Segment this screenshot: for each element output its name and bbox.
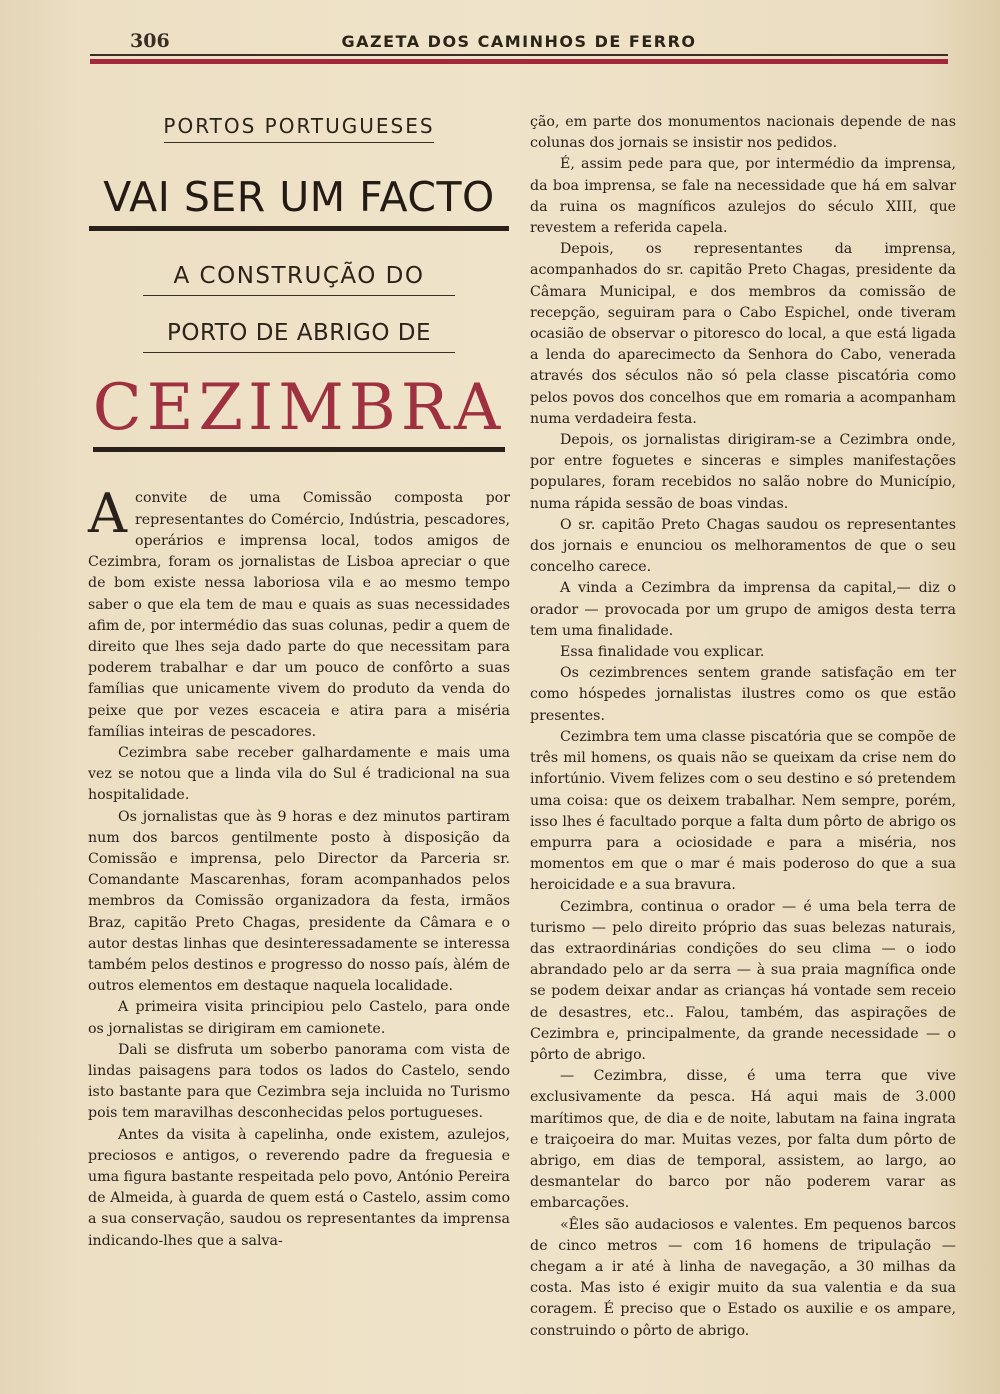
- paragraph: Depois, os jornalistas dirigiram-se a Cezimbra onde, por entre foguetes e sinceras e simples manifestações populares, foram recebidos no salão nobre do Município, numa rápida sessão de boas vindas.: [530, 432, 956, 512]
- paragraph: Depois, os representantes da imprensa, acompanhados do sr. capitão Preto Chagas, presidente da Câmara Municipal, e dos membros da comissão de recepção, seguiram para o Cabo Espichel, onde tiveram ocasião de observar o pitoresco do local, a que está ligada a lenda do aparecimecto da Senhora do Cabo, venerada através dos séculos não só pela classe piscatória como pelos povos dos concelhos que em romaria a acompanham numa verdadeira festa.: [530, 241, 956, 427]
- right-column: [530, 112, 956, 1342]
- paragraph: Os cezimbrences sentem grande satisfação em ter como hóspedes jornalistas ilustres como os que estão presentes.: [530, 665, 956, 724]
- subhead-rule: [143, 295, 455, 296]
- header-rule: [90, 54, 948, 56]
- paragraph: Cezimbra tem uma classe piscatória que se compõe de três mil homens, os quais não se queixam da crise nem do infortúnio. Vivem felizes com o seu destino e só pretendem uma coisa: que os deixem trabalhar. Nem sempre, porém, isso lhes é facultado porque a falta dum pôrto de abrigo os empurra para a ociosidade e para a miséria, nos momentos em que o mar é mais poderoso do que a sua heroicidade e a sua bravura.: [530, 728, 956, 894]
- subhead-line-1: A CONSTRUÇÃO DO: [173, 263, 425, 290]
- paragraph: «Êles são audaciosos e valentes. Em pequenos barcos de cinco metros — com 16 homens de tripulação — chegam a ir até à linha de navegação, a 30 milhas da costa. Mas isto é exigir muito da sua valentia e da sua coragem. É preciso que o Estado os auxilie e os ampare, construindo o pôrto de abrigo.: [530, 1216, 956, 1339]
- paragraph: Cezimbra sabe receber galhardamente e mais uma vez se notou que a linda vila do Sul é tradicional na sua hospitalidade.: [88, 744, 510, 804]
- kicker-rule: [164, 142, 434, 143]
- page-header: [90, 30, 948, 54]
- paragraph-continuation: ção, em parte dos monumentos nacionais depende de nas colunas dos jornais se insistir nos pedidos.: [530, 114, 956, 152]
- paragraph: Essa finalidade vou explicar.: [560, 644, 765, 661]
- page-number: 306: [130, 30, 170, 52]
- paragraph: Dali se disfruta um soberbo panorama com vista de lindas paisagens para todos os lados do Castelo, sendo isto bastante para que Cezimbra seja incluida no Turismo pois tem maravilhas desconhecidas pelos portugueses.: [88, 1041, 510, 1122]
- paragraph: A vinda a Cezimbra da imprensa da capital,— diz o orador — provocada por um grupo de amigos desta terra tem uma finalidade.: [530, 580, 956, 639]
- paragraph: Cezimbra, continua o orador — é uma bela terra de turismo — pelo direito próprio das suas belezas naturais, das extraordinárias condições do seu clima — o iodo abrandado pelo ar da serra — à sua praia magnífica onde se podem deixar andar as crianças há vontade sem receio de desastres, etc.. Falou, também, das aspirações de Cezimbra e, principalmente, da grande necessidade — o pôrto de abrigo.: [530, 898, 956, 1063]
- drop-cap: A: [88, 482, 127, 546]
- subhead-line-2: PORTO DE ABRIGO DE: [166, 320, 432, 347]
- place-title: CEZIMBRA: [92, 371, 506, 446]
- article-headline: VAI SER UM FACTO: [103, 173, 495, 221]
- paragraph: A primeira visita principiou pelo Castelo, para onde os jornalistas se dirigiram em camionete.: [88, 999, 510, 1037]
- header-red-band: [90, 59, 948, 64]
- paragraph: É, assim pede para que, por intermédio da imprensa, da boa imprensa, se fale na necessidade que há em salvar da ruina os magníficos azulejos do século XIII, que revestem a referida capela.: [530, 156, 956, 237]
- subhead-rule-2: [143, 352, 455, 353]
- headline-rule: [89, 226, 509, 231]
- left-body-text: [88, 482, 510, 1251]
- paragraph: Aconvite de uma Comissão composta por representantes do Comércio, Indústria, pescadores, operários e imprensa local, todos amigos de Cezimbra, foram os jornalistas de Lisboa apreciar o que de bom existe nessa laboriosa vila e ao mesmo tempo saber o que ela tem de mau e quais as suas necessidades afim de, por intermédio das suas colunas, pedir a quem de direito que lhes seja dado parte do que necessitam para poderem trabalhar e dar um pouco de confôrto a suas famílias que unicamente vivem do produto da venda do peixe que por vezes escaceia e atira para a miséria famílias inteiras de pescadores.: [88, 482, 510, 740]
- paragraph: Os jornalistas que às 9 horas e dez minutos partiram num dos barcos gentilmente posto à disposição da Comissão e imprensa, pelo Director da Parceria sr. Comandante Mascarenhas, foram acompanhados pelos membros da Comissão organizadora da festa, irmãos Braz, capitão Preto Chagas, presidente da Câmara e o autor destas linhas que desinteressadamente se interessa também pelos destinos e progresso do nosso país, àlém de outros elementos em destaque naquela localidade.: [88, 808, 510, 995]
- paragraph: — Cezimbra, disse, é uma terra que vive exclusivamente da pesca. Há aqui mais de 3.000 marítimos que, de dia e de noite, labutam na faina ingrata e traiçoeira do mar. Muitas vezes, por falta dum pôrto de abrigo, em dias de temporal, assistem, ao largo, ao desmantelar do barco por não poderem varar as embarcações.: [530, 1068, 956, 1212]
- place-title-rule: [93, 447, 505, 452]
- left-column: [88, 100, 510, 1252]
- publication-title: GAZETA DOS CAMINHOS DE FERRO: [341, 32, 697, 51]
- article-kicker: PORTOS PORTUGUESES: [163, 114, 435, 138]
- paragraph: Antes da visita à capelinha, onde existem, azulejos, preciosos e antigos, o reverendo padre da freguesia e uma figura bastante respeitada pelo povo, António Pereira de Almeida, à guarda de quem está o Castelo, assim como a sua conservação, saudou os representantes da imprensa indicando-lhes que a salva-: [88, 1126, 510, 1249]
- paragraph: O sr. capitão Preto Chagas saudou os representantes dos jornais e enunciou os melhoramentos de que o seu concelho carece.: [530, 516, 956, 576]
- right-body-text: [530, 112, 956, 1342]
